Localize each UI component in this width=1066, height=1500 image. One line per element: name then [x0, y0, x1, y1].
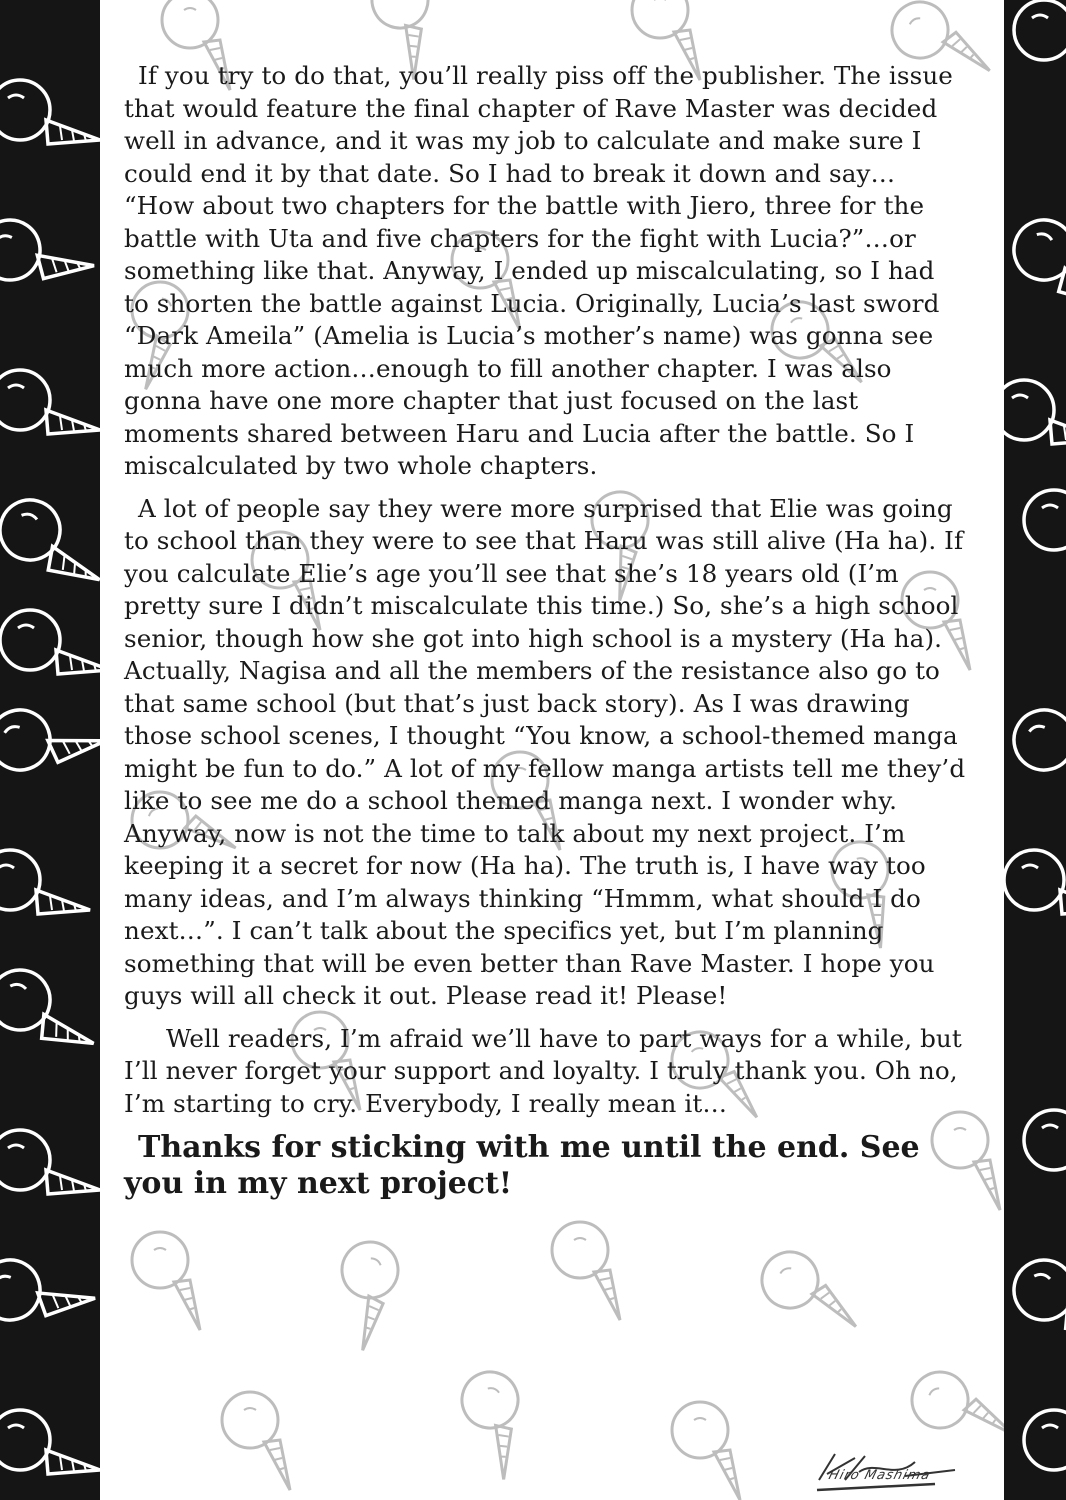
paragraph-1: If you try to do that, you’ll really piss off the publisher. The issue that would feature the final chapter of Rave Master was decided well in advance, and it was my job to calculate and make sure I could end it by that date. So I had to break it down and say… “How about two chapters for the battle with Jiero, three for the battle with Uta and five chapters for the fight with Lucia?”…or something like that. Anyway, I ended up miscalculating, so I had to shorten the battle against Lucia. Originally, Lucia’s last sword “Dark Ameila” (Amelia is Lucia’s mother’s name) was gonna see much more action…enough to fill another chapter. I was also gonna have one more chapter that just focused on the last moments shared between Haru and Lucia after the battle. So I miscalculated by two whole chapters.: [124, 61, 953, 480]
left-border-pattern: [0, 0, 100, 1500]
afterword-text: [124, 60, 966, 1202]
closing-message: Thanks for sticking with me until the end. See you in my next project!: [124, 1130, 920, 1201]
paragraph-2: A lot of people say they were more surprised that Elie was going to school than they were to see that Haru was still alive (Ha ha). If you calculate Elie’s age you’ll see that she’s 18 years old (I’m pretty sure I didn’t miscalculate this time.) So, she’s a high school senior, though how she got into high school is a mystery (Ha ha). Actually, Nagisa and all the members of the resistance also go to that same school (but that’s just back story). As I was drawing those school scenes, I thought “You know, a school-themed manga might be fun to do.” A lot of my fellow manga artists tell me they’d like to see me do a school themed manga next. I wonder why. Anyway, now is not the time to talk about my next project. I’m keeping it a secret for now (Ha ha). The truth is, I have way too many ideas, and I’m always thinking “Hmmm, what should I do next…”. I can’t talk about the specifics yet, but I’m planning something that will be even better than Rave Master. I hope you guys will all check it out. Please read it! Please!: [124, 493, 966, 1010]
author-signature: [815, 1450, 965, 1494]
right-border-pattern: [1004, 0, 1066, 1500]
right-border: [1004, 0, 1066, 1500]
left-border: [0, 0, 100, 1500]
signature-name: Hiro Mashima: [826, 1468, 933, 1483]
paragraph-3: Well readers, I’m afraid we’ll have to part ways for a while, but I’ll never forget your support and loyalty. I truly thank you. Oh no, I’m starting to cry. Everybody, I really mean it…: [124, 1023, 962, 1118]
